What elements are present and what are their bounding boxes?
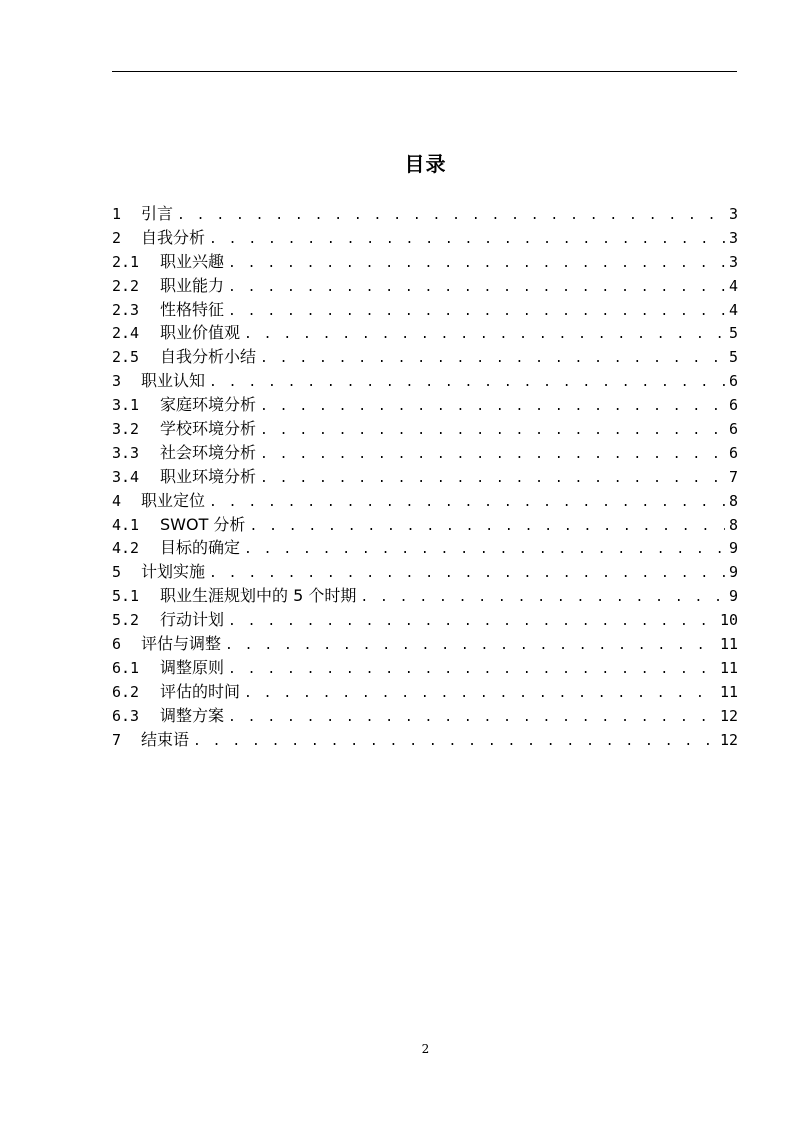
toc-list bbox=[112, 202, 738, 751]
toc-dot-leader bbox=[209, 491, 725, 515]
toc-entry-label: 调整方案 bbox=[160, 705, 225, 725]
toc-entry-page: 12 bbox=[719, 706, 738, 725]
toc-entry-page: 10 bbox=[719, 611, 738, 630]
toc-entry-label: 职业兴趣 bbox=[160, 251, 225, 271]
toc-entry-number: 2.3 bbox=[112, 300, 140, 319]
toc-entry-number: 3.4 bbox=[112, 467, 140, 486]
toc-entry-label: 自我分析 bbox=[141, 227, 206, 247]
toc-entry-label: 性格特征 bbox=[160, 299, 225, 319]
toc-entry-label: 社会环境分析 bbox=[160, 442, 257, 462]
toc-entry-number: 6.3 bbox=[112, 706, 140, 725]
toc-entry-page: 12 bbox=[719, 730, 738, 749]
toc-entry-page: 5 bbox=[728, 324, 738, 343]
toc-entry-number: 4.2 bbox=[112, 539, 140, 558]
toc-entry[interactable] bbox=[112, 513, 738, 537]
toc-dot-leader bbox=[260, 419, 725, 443]
toc-entry-page: 6 bbox=[728, 372, 738, 391]
toc-dot-leader bbox=[209, 371, 725, 395]
toc-entry-number: 2.2 bbox=[112, 276, 140, 295]
toc-entry[interactable] bbox=[112, 536, 738, 560]
toc-entry-number: 5 bbox=[112, 563, 122, 582]
toc-entry[interactable] bbox=[112, 226, 738, 250]
toc-entry-label: SWOT 分析 bbox=[160, 514, 246, 534]
toc-dot-leader bbox=[228, 300, 725, 324]
toc-entry-page: 8 bbox=[728, 491, 738, 510]
toc-entry[interactable] bbox=[112, 584, 738, 608]
toc-entry-number: 3.3 bbox=[112, 443, 140, 462]
toc-entry[interactable] bbox=[112, 489, 738, 513]
toc-dot-leader bbox=[193, 730, 716, 754]
toc-dot-leader bbox=[228, 276, 725, 300]
toc-entry-page: 3 bbox=[728, 205, 738, 223]
toc-entry[interactable] bbox=[112, 728, 738, 752]
toc-dot-leader bbox=[260, 347, 725, 371]
toc-entry[interactable] bbox=[112, 465, 738, 489]
toc-entry[interactable] bbox=[112, 608, 738, 632]
toc-entry[interactable] bbox=[112, 560, 738, 584]
toc-entry-page: 6 bbox=[728, 396, 738, 415]
toc-entry-page: 3 bbox=[728, 252, 738, 271]
toc-entry-page: 9 bbox=[728, 563, 738, 582]
toc-entry-number: 5.1 bbox=[112, 587, 140, 606]
toc-entry[interactable] bbox=[112, 298, 738, 322]
toc-dot-leader bbox=[228, 658, 716, 682]
toc-entry-page: 11 bbox=[719, 635, 738, 654]
toc-entry-label: 职业环境分析 bbox=[160, 466, 257, 486]
toc-entry-page: 5 bbox=[728, 348, 738, 367]
toc-entry-page: 3 bbox=[728, 228, 738, 247]
page-number: 2 bbox=[421, 1042, 430, 1056]
toc-entry-number: 3.1 bbox=[112, 396, 140, 415]
toc-entry-number: 4 bbox=[112, 491, 122, 510]
toc-entry-label: 调整原则 bbox=[160, 657, 225, 677]
toc-dot-leader bbox=[249, 515, 725, 539]
toc-dot-leader bbox=[225, 634, 716, 658]
toc-entry-number: 6 bbox=[112, 635, 122, 654]
toc-dot-leader bbox=[244, 538, 725, 562]
toc-entry-number: 4.1 bbox=[112, 515, 140, 534]
toc-entry[interactable] bbox=[112, 417, 738, 441]
toc-dot-leader bbox=[209, 562, 725, 586]
toc-dot-leader bbox=[244, 682, 716, 706]
toc-entry-label: 自我分析小结 bbox=[160, 347, 257, 367]
toc-entry-page: 11 bbox=[719, 658, 738, 677]
toc-dot-leader bbox=[228, 610, 716, 634]
toc-entry[interactable] bbox=[112, 441, 738, 465]
toc-entry-number: 6.1 bbox=[112, 658, 140, 677]
toc-entry-label: 结束语 bbox=[141, 729, 190, 749]
toc-entry-label: 职业定位 bbox=[141, 490, 206, 510]
toc-entry-number: 2 bbox=[112, 228, 122, 247]
toc-entry[interactable] bbox=[112, 321, 738, 345]
toc-entry[interactable] bbox=[112, 202, 738, 226]
page-title: 目录 bbox=[404, 152, 447, 176]
toc-entry-label: 家庭环境分析 bbox=[160, 395, 257, 415]
toc-entry-label: 职业能力 bbox=[160, 275, 225, 295]
header-rule bbox=[112, 71, 737, 72]
toc-entry-label: 职业认知 bbox=[141, 371, 206, 391]
toc-entry-label: 评估与调整 bbox=[141, 634, 222, 654]
toc-entry-number: 6.2 bbox=[112, 682, 140, 701]
toc-entry-page: 7 bbox=[728, 467, 738, 486]
toc-entry-page: 9 bbox=[728, 587, 738, 606]
toc-entry-label: 学校环境分析 bbox=[160, 419, 257, 439]
toc-entry-page: 4 bbox=[728, 300, 738, 319]
toc-entry-page: 4 bbox=[728, 276, 738, 295]
toc-entry-page: 6 bbox=[728, 420, 738, 439]
toc-entry[interactable] bbox=[112, 250, 738, 274]
toc-entry[interactable] bbox=[112, 274, 738, 298]
toc-entry-label: 职业生涯规划中的 5 个时期 bbox=[160, 586, 357, 606]
toc-dot-leader bbox=[360, 586, 725, 610]
toc-dot-leader bbox=[260, 467, 725, 491]
toc-entry-number: 2.4 bbox=[112, 324, 140, 343]
toc-entry-number: 2.5 bbox=[112, 348, 140, 367]
toc-entry[interactable] bbox=[112, 632, 738, 656]
toc-entry[interactable] bbox=[112, 393, 738, 417]
toc-entry-number: 2.1 bbox=[112, 252, 140, 271]
toc-entry-number: 1 bbox=[112, 205, 122, 223]
toc-entry-label: 计划实施 bbox=[141, 562, 206, 582]
toc-dot-leader bbox=[260, 395, 725, 419]
toc-dot-leader bbox=[177, 204, 725, 228]
toc-entry-label: 目标的确定 bbox=[160, 538, 241, 558]
toc-entry-number: 7 bbox=[112, 730, 122, 749]
toc-entry[interactable] bbox=[112, 680, 738, 704]
toc-entry[interactable] bbox=[112, 345, 738, 369]
toc-entry[interactable] bbox=[112, 656, 738, 680]
toc-entry-label: 职业价值观 bbox=[160, 323, 241, 343]
toc-entry-number: 3.2 bbox=[112, 420, 140, 439]
toc-entry-page: 6 bbox=[728, 443, 738, 462]
toc-entry[interactable] bbox=[112, 369, 738, 393]
toc-entry[interactable] bbox=[112, 704, 738, 728]
toc-entry-label: 评估的时间 bbox=[160, 681, 241, 701]
toc-dot-leader bbox=[228, 706, 716, 730]
toc-entry-label: 行动计划 bbox=[160, 610, 225, 630]
toc-dot-leader bbox=[228, 252, 725, 276]
toc-dot-leader bbox=[244, 323, 725, 347]
toc-entry-page: 11 bbox=[719, 682, 738, 701]
toc-dot-leader bbox=[260, 443, 725, 467]
toc-entry-page: 8 bbox=[728, 515, 738, 534]
toc-entry-page: 9 bbox=[728, 539, 738, 558]
toc-dot-leader bbox=[209, 228, 725, 252]
toc-entry-number: 3 bbox=[112, 372, 122, 391]
toc-entry-number: 5.2 bbox=[112, 611, 140, 630]
toc-entry-label: 引言 bbox=[141, 204, 174, 223]
